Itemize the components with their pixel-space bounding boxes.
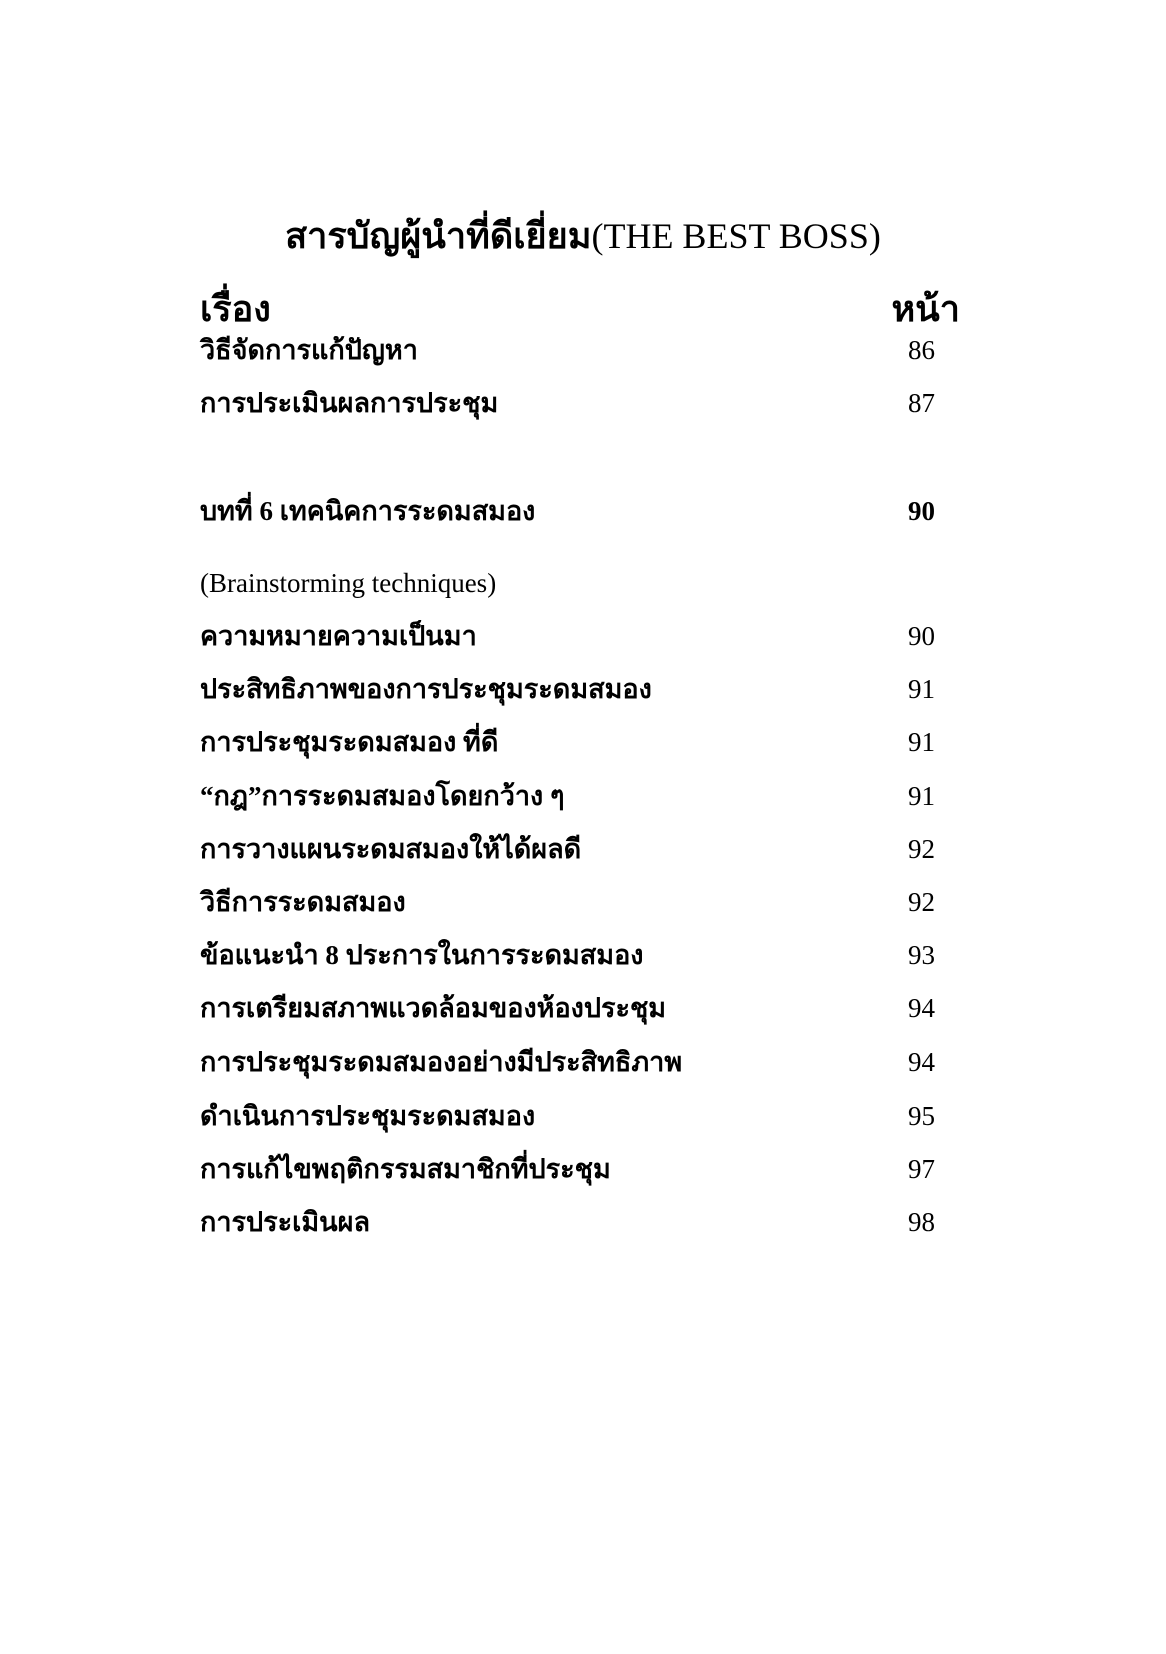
toc-entry-label: การประชุมระดมสมอง ที่ดี <box>200 727 499 757</box>
toc-entry <box>200 829 935 869</box>
toc-entry <box>200 882 935 922</box>
toc-entry-label: “กฎ”การระดมสมองโดยกว้าง ๆ <box>200 781 565 811</box>
toc-entry-label: การประเมินผลการประชุม <box>200 388 499 418</box>
toc-entry <box>200 935 935 975</box>
toc-entry-label: การเตรียมสภาพแวดล้อมของห้องประชุม <box>200 993 667 1023</box>
toc-entry-label: ดำเนินการประชุมระดมสมอง <box>200 1101 536 1131</box>
toc-entry <box>200 776 935 816</box>
toc-entry-label: วิธีการระดมสมอง <box>200 887 406 917</box>
toc-entry-page: 91 <box>908 727 935 757</box>
toc-entry <box>200 669 935 709</box>
toc-entry-label: การประชุมระดมสมองอย่างมีประสิทธิภาพ <box>200 1047 683 1077</box>
page-title <box>0 212 1166 260</box>
toc-entry-page: 97 <box>908 1154 935 1184</box>
toc-entry-page: 90 <box>908 496 935 526</box>
toc-entry-label: (Brainstorming techniques) <box>200 568 497 598</box>
toc-entry-label: การประเมินผล <box>200 1207 371 1237</box>
toc-entry <box>200 1149 935 1189</box>
toc-entry <box>200 383 935 423</box>
toc-chapter-heading <box>200 491 935 531</box>
toc-entry-page: 94 <box>908 1047 935 1077</box>
title-english: (THE BEST BOSS) <box>591 216 881 256</box>
toc-entry-label: วิธีจัดการแก้ปัญหา <box>200 335 418 365</box>
header-topic: เรื่อง <box>200 289 271 329</box>
toc-entry <box>200 1042 935 1082</box>
toc-entry-page: 91 <box>908 674 935 704</box>
toc-entry-page: 90 <box>908 621 935 651</box>
toc-entry-page: 94 <box>908 993 935 1023</box>
toc-entry-label: การวางแผนระดมสมองให้ได้ผลดี <box>200 834 582 864</box>
toc-chapter-subtitle <box>200 563 935 603</box>
toc-entry-label: บทที่ 6 เทคนิคการระดมสมอง <box>200 496 536 526</box>
toc-entry-page: 92 <box>908 834 935 864</box>
toc-entry-page: 92 <box>908 887 935 917</box>
toc-entry-label: การแก้ไขพฤติกรรมสมาชิกที่ประชุม <box>200 1154 611 1184</box>
toc-entry-label: ประสิทธิภาพของการประชุมระดมสมอง <box>200 674 652 704</box>
toc-entry-page: 87 <box>908 388 935 418</box>
toc-entry-page: 86 <box>908 335 935 365</box>
toc-entry <box>200 330 935 370</box>
toc-entry-page: 93 <box>908 940 935 970</box>
toc-entry <box>200 722 935 762</box>
toc-entry-page: 91 <box>908 781 935 811</box>
toc-entry <box>200 1096 935 1136</box>
toc-entry-label: ความหมายความเป็นมา <box>200 621 477 651</box>
toc-entry <box>200 616 935 656</box>
toc-entry <box>200 988 935 1028</box>
toc-entry <box>200 1202 935 1242</box>
toc-header <box>200 284 960 334</box>
toc-entry-page: 98 <box>908 1207 935 1237</box>
toc-entry-page: 95 <box>908 1101 935 1131</box>
toc-entry-label: ข้อแนะนำ 8 ประการในการระดมสมอง <box>200 940 644 970</box>
title-thai: สารบัญผู้นำที่ดีเยี่ยม <box>285 216 592 256</box>
header-page: หน้า <box>891 289 960 329</box>
